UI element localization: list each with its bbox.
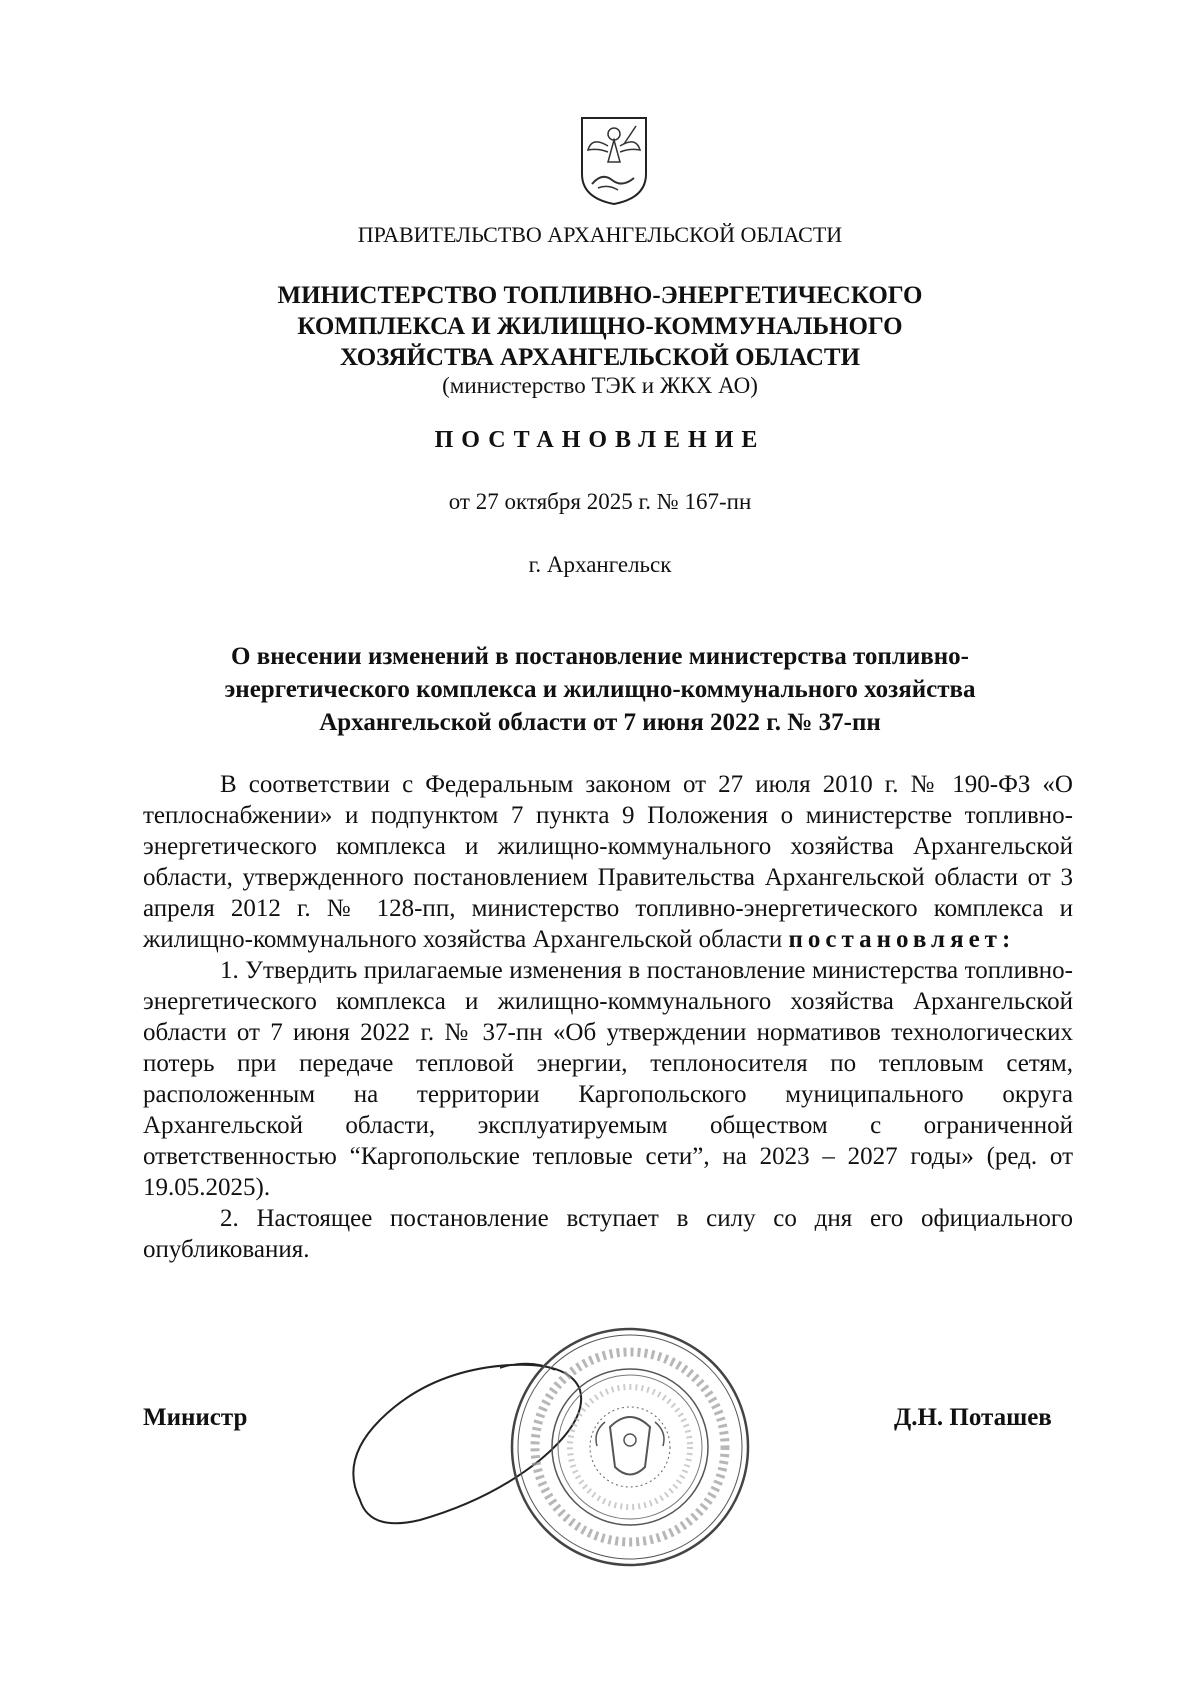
government-name: ПРАВИТЕЛЬСТВО АРХАНГЕЛЬСКОЙ ОБЛАСТИ [357,222,843,247]
signatory-name: Д.Н. Поташев [894,1404,1052,1431]
item-2-paragraph: 2. Настоящее постановление вступает в силу со дня его официального опубликования. [143,1205,1073,1263]
coat-of-arms-icon [578,114,650,206]
preamble-paragraph [143,769,1073,955]
signatory-role: Министр [143,1404,248,1431]
document-body [143,769,1073,1265]
document-type: ПОСТАНОВЛЕНИЕ [434,427,766,453]
ministry-line: КОМПЛЕКСА И ЖИЛИЩНО-КОММУНАЛЬНОГО [297,313,903,340]
decree-colon: : [1001,926,1011,953]
document-date-number: от 27 октября 2025 г. № 167-пн [448,489,752,514]
official-seal-icon [505,1322,755,1572]
ministry-line: МИНИСТЕРСТВО ТОПЛИВНО-ЭНЕРГЕТИЧЕСКОГО [277,282,923,309]
ministry-short-name: (министерство ТЭК и ЖКХ АО) [442,373,758,398]
document-city: г. Архангельск [528,552,672,577]
preamble-text: В соответствии с Федеральным законом от 27 июля 2010 г. № 190-ФЗ «О теплоснабжении» и подпунктом 7 пункта 9 Положения о министерстве топливно-энергетического комплекса и жилищно-коммунального хозяйства Архангельской области, утвержденного постановлением Правительства Архангельской области от 3 апреля 2012 г. № 128-пп, министерство топливно-энергетического комплекса и жилищно-коммунального хозяйства Архангельской области [143,771,1073,953]
subject-line: О внесении изменений в постановление министерства топливно- [231,643,969,670]
document-subject [0,640,1200,739]
ministry-line: ХОЗЯЙСТВА АРХАНГЕЛЬСКОЙ ОБЛАСТИ [339,344,861,371]
ministry-name [0,280,1200,373]
subject-line: энергетического комплекса и жилищно-коммунального хозяйства [224,676,976,703]
item-1-paragraph: 1. Утвердить прилагаемые изменения в постановление министерства топливно-энергетического комплекса и жилищно-коммунального хозяйства Архангельской области от 7 июня 2022 г. № 37-пн «Об утверждении нормативов технологических потерь при передаче тепловой энергии, теплоносителя по тепловым сетям, расположенным на территории Каргопольского муниципального округа Архангельской области, эксплуатируемым обществом с ограниченной ответственностью “Каргопольские тепловые сети”, на 2023 – 2027 годы» (ред. от 19.05.2025). [143,957,1073,1201]
decree-word: постановляет [788,926,1002,953]
subject-line: Архангельской области от 7 июня 2022 г. № 37-пн [319,709,881,736]
